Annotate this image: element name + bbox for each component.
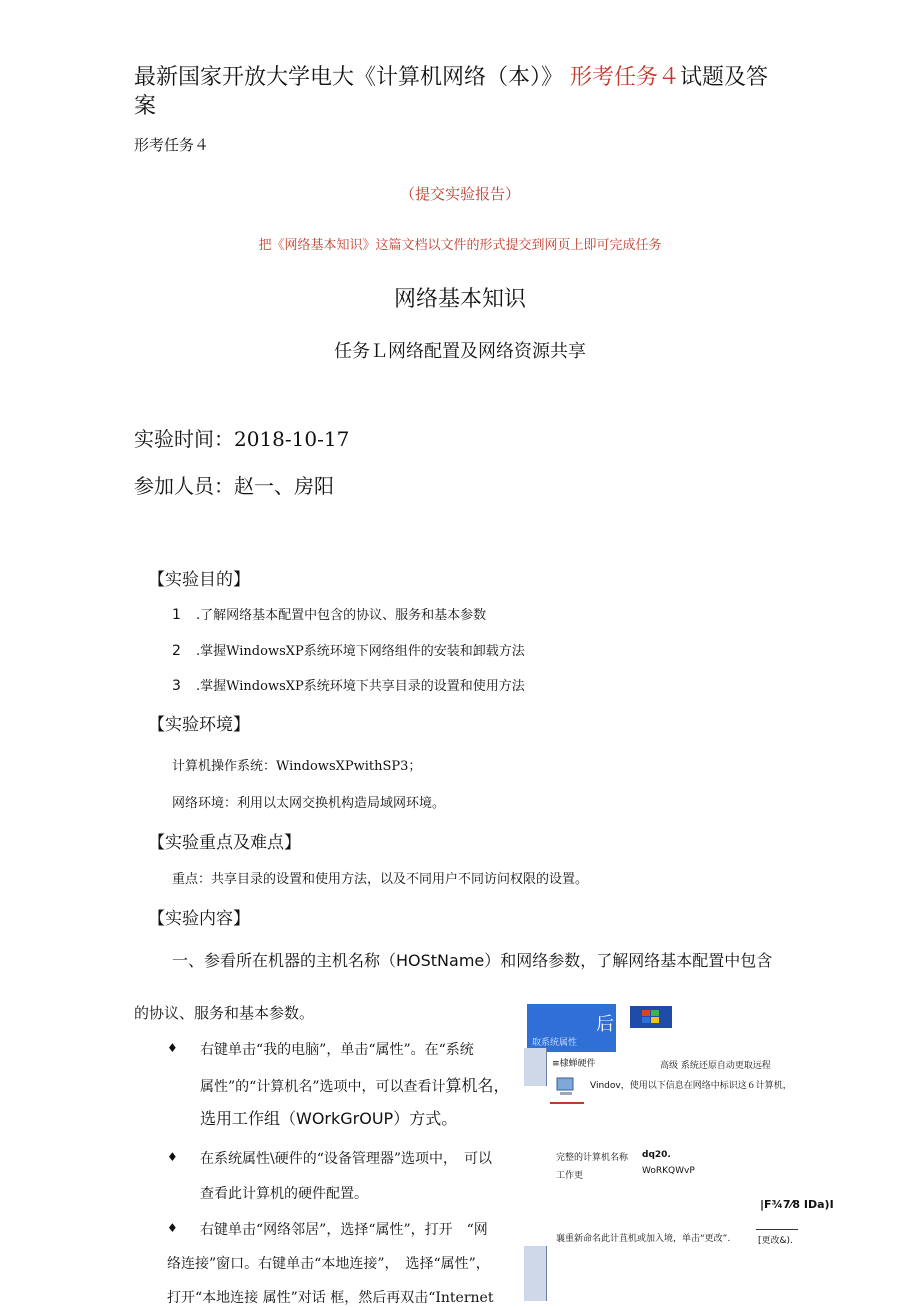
doc-title: 网络基本知识 — [393, 287, 526, 312]
screenshot-dialog-title: 取系统属性 — [532, 1038, 578, 1048]
bullet1-line2-text: 属性”的“计算机名”选项中，可以查看计 — [200, 1079, 446, 1095]
keypoints-text: 重点：共享目录的设置和使用方法，以及不同用户不同访问权限的设置。 — [172, 872, 589, 887]
change-button[interactable]: [更改&). — [758, 1236, 793, 1246]
task-subtitle: 任务Ｌ网络配置及网络资源共享 — [334, 341, 586, 362]
purpose-item — [172, 675, 525, 694]
purpose-item — [172, 604, 486, 623]
screenshot-sidebar-lower — [524, 1246, 547, 1301]
page-title-line1 — [134, 60, 768, 91]
windows-info-text: Vindov，使用以下信息在网络中标识这６计算机， — [590, 1081, 792, 1091]
part1-heading-line1: 一、参看所在机器的主机名称（HOStName）和网络参数，了解网络基本配置中包含 — [172, 951, 773, 970]
participants — [134, 470, 334, 499]
workgroup-value: WoRKQWvP — [642, 1166, 695, 1176]
time-label: 实验时间： — [134, 427, 234, 451]
item-number: 1 — [172, 607, 181, 623]
submit-label: （提交实验报告） — [399, 185, 520, 203]
item-text: .掌握WindowsXP系统环境下共享目录的设置和使用方法 — [196, 679, 525, 694]
button-divider — [756, 1229, 798, 1230]
bullet-icon: ♦ — [167, 1150, 178, 1164]
item-number: 3 — [172, 678, 181, 694]
screenshot-sidebar — [524, 1048, 547, 1086]
task-label: 形考任务４ — [134, 136, 210, 154]
part1-heading-line2: 的协议、服务和基本参数。 — [134, 1004, 315, 1022]
people-label: 参加人员： — [134, 474, 234, 498]
full-name-label: 完整的计算机名称 — [556, 1153, 629, 1163]
bullet-icon: ♦ — [167, 1221, 178, 1235]
item-number: 2 — [172, 643, 181, 659]
purpose-item — [172, 640, 525, 659]
bullet1-line2 — [200, 1073, 510, 1096]
red-underline — [550, 1102, 584, 1104]
workgroup-label: 工作更 — [556, 1171, 584, 1181]
bullet3-line1: 右键单击“网络邻居”，选择“属性”，打开 “网 — [200, 1222, 488, 1238]
rename-instruction: 襄重新命名此计苴机或加入境，单击“更改”. — [556, 1234, 731, 1244]
bullet3-line2: 络连接”窗口。右键单击“本地连接”， 选择“属性”， — [167, 1256, 490, 1272]
bullet3-line3: 打开“本地连接 属性”对话 框，然后再双击“Internet — [167, 1290, 494, 1306]
experiment-time — [134, 423, 349, 452]
title-red-part: 形考任务４ — [570, 65, 681, 90]
bullet1-line3: 选用工作组（WOrkGrOUP）方式。 — [200, 1109, 458, 1128]
section-heading-purpose: 【实验目的】 — [148, 570, 250, 590]
title-black-part: 最新国家开放大学电大《计算机网络（本）》 — [134, 65, 564, 90]
section-heading-env: 【实验环境】 — [148, 715, 250, 735]
full-name-value: dq20. — [642, 1150, 671, 1160]
people-value: 赵一、房阳 — [234, 474, 334, 498]
computer-icon — [554, 1075, 578, 1099]
bullet2-line2: 查看此计算机的硬件配置。 — [200, 1186, 368, 1202]
bullet2-line1: 在系统属性\硬件的“设备管理器”选项中， 可以 — [200, 1151, 493, 1167]
tab-advanced[interactable]: 高级 系统还原自动更取远程 — [660, 1061, 771, 1071]
system-properties-screenshot — [524, 1002, 834, 1301]
section-heading-content: 【实验内容】 — [148, 909, 250, 929]
network-id-button[interactable]: |F¾7⁄8 IDa)I — [760, 1198, 834, 1211]
page-title-line2: 案 — [134, 94, 157, 119]
title-rest-part: 试题及答 — [680, 65, 769, 90]
item-text: .了解网络基本配置中包含的协议、服务和基本参数 — [196, 608, 487, 623]
env-net: 网络环境：利用以太网交换机构造局域网环境。 — [172, 796, 446, 811]
section-heading-keypoints: 【实验重点及难点】 — [148, 833, 301, 853]
bullet-icon: ♦ — [167, 1041, 178, 1055]
instruction: 把《网络基本知识》这篇文档以文件的形式提交到网页上即可完成任务 — [258, 238, 662, 253]
screenshot-after-text: 后 — [596, 1014, 614, 1035]
env-os: 计算机操作系统：WindowsXPwithSP3； — [172, 759, 422, 774]
time-value: 2018-10-17 — [234, 427, 350, 451]
windows-flag-icon — [630, 1006, 672, 1028]
bullet1-line1: 右键单击“我的电脑”，单击“属性”。在“系统 — [200, 1042, 474, 1058]
item-text: .掌握WindowsXP系统环境下网络组件的安装和卸载方法 — [196, 644, 525, 659]
tab-hardware[interactable]: ≡棣蝉硬件 — [552, 1059, 596, 1069]
bullet1-line2-emph: 算机名， — [445, 1076, 510, 1095]
